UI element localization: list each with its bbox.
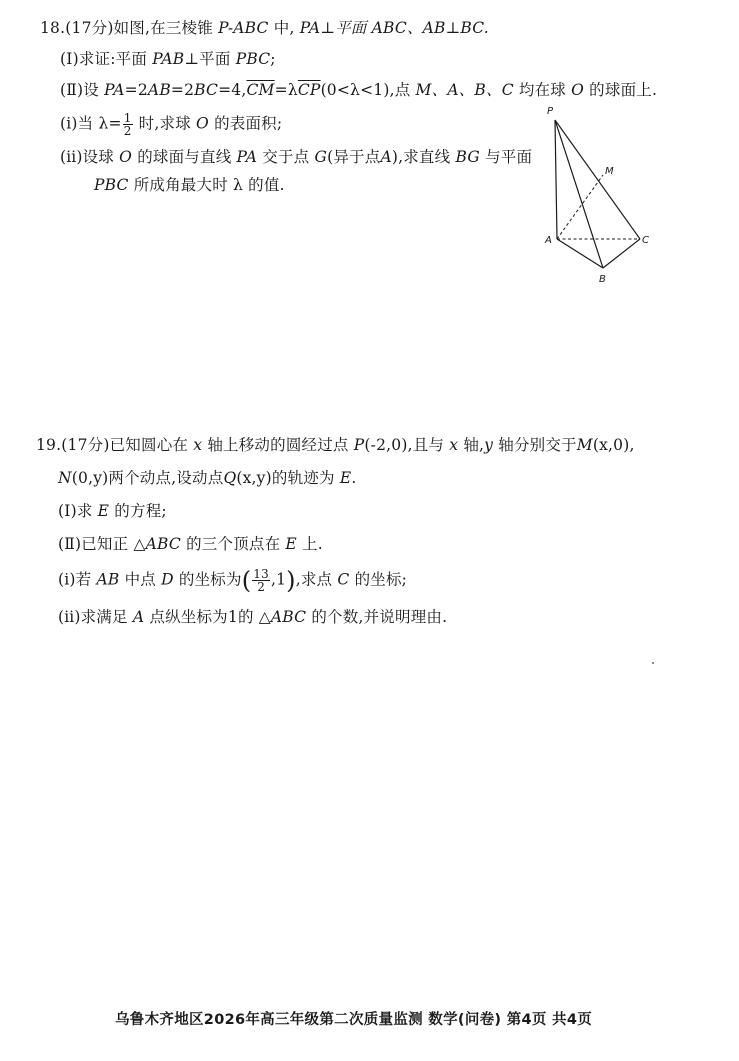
q19-stem-math: E — [339, 469, 352, 487]
q19-stem-math: x — [449, 436, 459, 454]
q19-sub2-label: (ⅱ) — [58, 608, 81, 626]
q19-sub1-text: ,1 — [270, 570, 287, 589]
q19-sub1 — [58, 568, 407, 593]
label-p: P — [547, 106, 554, 117]
q18-part2-text: =2 — [170, 81, 195, 99]
q18-part1-text: 求证:平面 — [78, 50, 153, 68]
q19-stem-math: x — [193, 436, 203, 454]
q18-stem-math: PA⊥平面 ABC、AB⊥BC. — [299, 19, 489, 37]
fraction-thirteen-halves — [252, 568, 270, 593]
segment-am-hidden — [557, 175, 603, 239]
q18-part1-label: (Ⅰ) — [60, 50, 79, 68]
q18-sub2-math: G — [314, 148, 328, 166]
q19-stem-text: 轴上移动的圆经过点 — [202, 436, 354, 454]
q18-score: (17分) — [65, 19, 114, 37]
paren-right: ) — [286, 566, 296, 595]
q19-sub1-label: (ⅰ) — [58, 570, 76, 589]
q19-sub2-text: 点纵坐标为1的 △ — [144, 608, 271, 626]
q19-part2-math: ABC — [145, 535, 181, 553]
q18-part1 — [60, 48, 276, 70]
q19-stem-text: (0,y)两个动点,设动点 — [71, 469, 224, 487]
q19-stem-text: (x,0), — [592, 436, 635, 454]
q18-sub2 — [60, 146, 532, 168]
q18-sub1-math: O — [196, 114, 209, 133]
q18-part2-text: (0<λ<1),点 — [320, 81, 416, 99]
q18-part2-math: BC — [194, 81, 219, 99]
q19-stem-math: Q — [223, 469, 237, 487]
vector-cm: $\overline{CM}$ — [246, 81, 275, 99]
q19-sub2 — [58, 606, 447, 628]
pyramid-figure — [535, 102, 649, 287]
q18-sub2-text: 与平面 — [479, 148, 533, 166]
q19-stem-math: M — [576, 436, 593, 454]
q19-sub2-text: 求满足 — [80, 608, 133, 626]
q18-part2-math: O — [571, 81, 585, 99]
q18-part2-text: =2 — [124, 81, 148, 99]
q19-sub2-text: 的个数,并说明理由. — [306, 608, 448, 626]
q19-stem-text: 轴分别交于 — [493, 436, 577, 454]
q19-sub1-text: ,求点 — [295, 570, 338, 589]
q19-stem-text: . — [351, 469, 357, 487]
q18-stem-math: P-ABC — [218, 19, 269, 37]
q18-sub2-text: 所成角最大时 λ 的值. — [128, 176, 285, 194]
label-b: B — [599, 274, 606, 285]
edge-pa — [555, 120, 557, 239]
q18-sub2-math: BG — [455, 148, 480, 166]
q19-part2-text: 已知正 △ — [81, 535, 146, 553]
q19-part2-text: 的三个顶点在 — [180, 535, 286, 553]
q18-sub1-text: 当 λ= — [77, 114, 122, 133]
q19-sub1-math: C — [337, 570, 350, 589]
q18-sub1-label: (ⅰ) — [60, 114, 78, 133]
q18-stem-text: 如图,在三棱锥 — [113, 19, 219, 37]
q19-stem-line2 — [58, 467, 356, 489]
q18-part2-text: =λ — [274, 81, 298, 99]
fraction-denominator: 2 — [257, 580, 266, 594]
label-a: A — [545, 235, 552, 246]
q19-sub2-math: A — [132, 608, 145, 626]
q18-sub1-text: 时,求球 — [133, 114, 197, 133]
q18-part2-text: 设 — [83, 81, 105, 99]
q19-sub1-math: AB — [96, 570, 120, 589]
fraction-numerator: 13 — [253, 567, 269, 581]
vector-cp: $\overline{CP}$ — [297, 81, 321, 99]
q18-part1-math: PBC — [235, 50, 271, 68]
q18-part1-text: ⊥平面 — [184, 50, 236, 68]
q18-sub2-label: (ⅱ) — [60, 148, 83, 166]
q19-sub1-text: 的坐标; — [349, 570, 408, 589]
q18-sub2-text: 的球面与直线 — [132, 148, 237, 166]
label-m: M — [605, 166, 614, 177]
q19-stem-text: (x,y)的轨迹为 — [236, 469, 340, 487]
fraction-one-half — [123, 112, 133, 137]
q19-stem-math: P — [353, 436, 365, 454]
q19-stem-math: N — [58, 469, 72, 487]
q18-sub2-text: ),求直线 — [391, 148, 456, 166]
q18-sub1 — [60, 112, 282, 137]
q18-sub2-math: A — [380, 148, 392, 166]
paren-left: ( — [241, 566, 252, 595]
q18-part2-text: 均在球 — [513, 81, 572, 99]
q18-part2-math: AB — [147, 81, 171, 99]
q18-stem-text: 中, — [268, 19, 300, 37]
q19-number: 19. — [36, 436, 62, 454]
q18-sub1-text: 的表面积; — [208, 114, 283, 133]
q19-part2-label: (Ⅱ) — [58, 535, 82, 553]
q19-sub1-text: 若 — [75, 570, 97, 589]
q18-part2-math: PA — [104, 81, 125, 99]
q18-part2-text: =4, — [218, 81, 247, 99]
edge-bc — [603, 239, 640, 268]
fraction-denominator: 2 — [123, 124, 132, 138]
q19-sub1-math: D — [161, 570, 174, 589]
q18-part2-text: 的球面上. — [584, 81, 658, 99]
edge-pc — [555, 120, 640, 239]
q19-stem-text: (-2,0),且与 — [364, 436, 450, 454]
q18-sub2-text: (异于点 — [327, 148, 381, 166]
q19-stem-text: 已知圆心在 — [109, 436, 194, 454]
q18-sub2-text: 交于点 — [257, 148, 315, 166]
q18-sub2-text: 设球 — [82, 148, 120, 166]
q19-stem-math: y — [484, 436, 494, 454]
q18-sub2-math: PA — [236, 148, 258, 166]
q19-sub2-math: ABC — [270, 608, 307, 626]
q19-part1 — [58, 500, 167, 522]
q18-part2-math: M、A、B、C — [415, 81, 514, 99]
q19-part1-text: 的方程; — [109, 502, 167, 520]
q19-part2 — [58, 533, 323, 555]
q19-sub1-text: 中点 — [119, 570, 162, 589]
q18-part1-text: ; — [270, 50, 276, 68]
q18-part2 — [60, 79, 657, 101]
q18-number: 18. — [40, 19, 66, 37]
q19-score: (17分) — [61, 436, 110, 454]
page-footer: 乌鲁木齐地区2026年高三年级第二次质量监测 数学(问卷) 第4页 共4页 — [115, 1012, 593, 1028]
q18-stem — [40, 17, 489, 39]
q19-part2-math: E — [285, 535, 297, 553]
q18-part1-math: PAB — [152, 50, 185, 68]
q18-part2-label: (Ⅱ) — [60, 81, 84, 99]
q19-stem-text: 轴, — [458, 436, 485, 454]
q19-part1-math: E — [97, 502, 110, 520]
q19-sub1-text: 的坐标为 — [173, 570, 242, 589]
q19-part2-text: 上. — [296, 535, 323, 553]
edge-ab — [557, 239, 603, 268]
q19-part1-text: 求 — [76, 502, 98, 520]
q18-sub2-math: O — [119, 148, 133, 166]
label-c: C — [642, 235, 649, 246]
fraction-numerator: 1 — [123, 111, 132, 125]
q19-stem — [36, 434, 635, 456]
q18-sub2-cont — [94, 174, 285, 196]
q18-sub2-math: PBC — [94, 176, 129, 194]
q19-part1-label: (Ⅰ) — [58, 502, 77, 520]
edge-pb — [555, 120, 603, 268]
stray-mark — [652, 662, 654, 664]
